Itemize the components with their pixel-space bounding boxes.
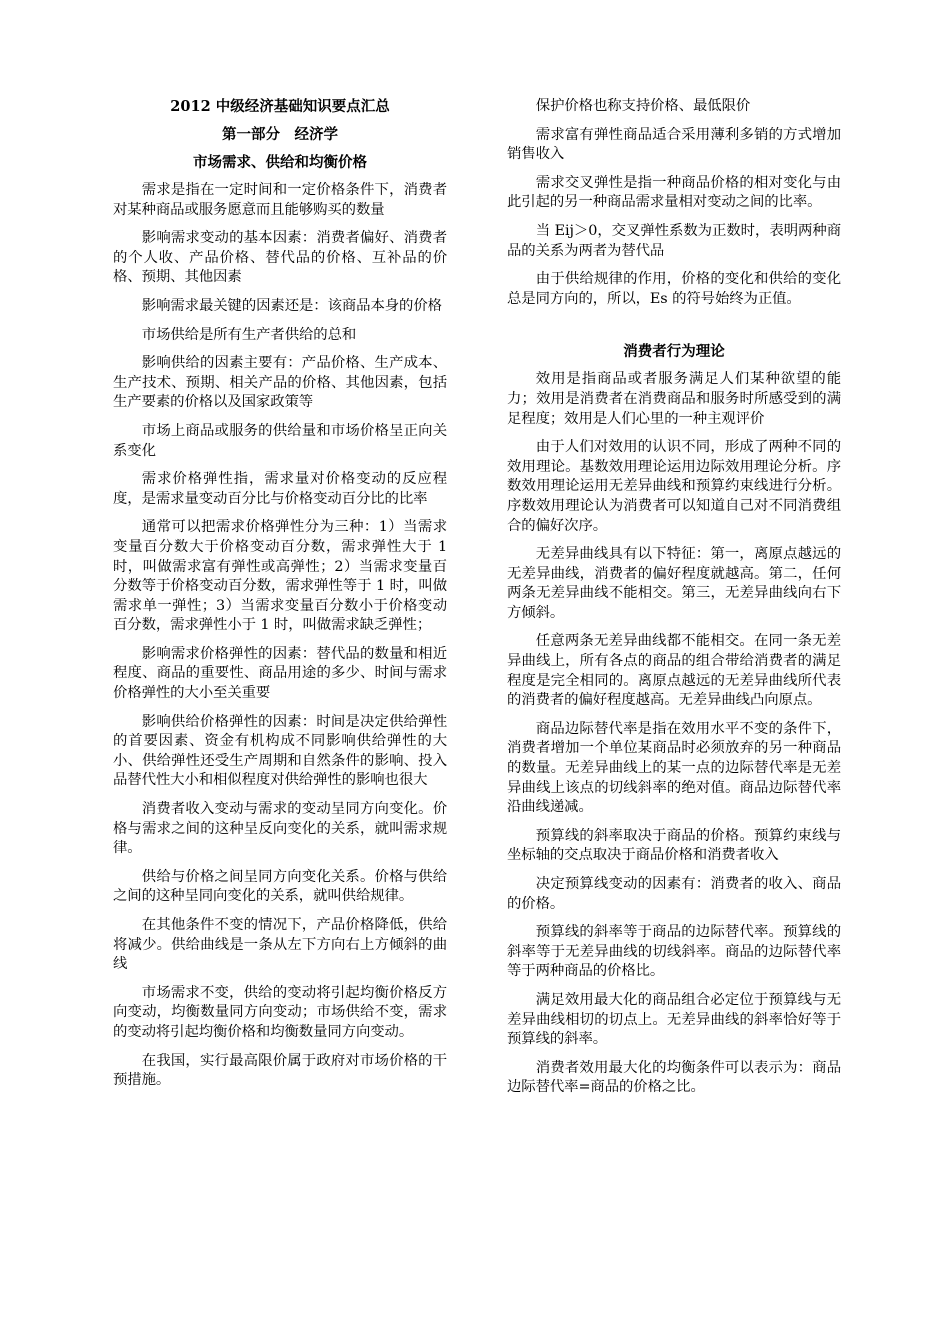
paragraph: 供给与价格之间呈同方向变化关系。价格与供给之间的这种呈同向变化的关系，就叫供给规律。 [113,868,447,905]
paragraph: 无差异曲线具有以下特征：第一，离原点越远的无差异曲线，消费者的偏好程度就越高。第二，任何两条无差异曲线不能相交。第三，无差异曲线向右下方倾斜。 [507,546,841,621]
paragraph: 预算线的斜率取决于商品的价格。预算约束线与坐标轴的交点取决于商品价格和消费者收入 [507,827,841,864]
paragraph: 消费者收入变动与需求的变动呈同方向变化。价格与需求之间的这种呈反向变化的关系，就叫需求规律。 [113,801,447,857]
part-heading: 第一部分 经济学 [222,126,338,143]
paragraph: 市场上商品或服务的供给量和市场价格呈正向关系变化 [113,422,447,459]
paragraph: 效用是指商品或者服务满足人们某种欲望的能力；效用是消费者在消费商品和服务时所感受到的满足程度；效用是人们心里的一种主观评价 [507,371,841,427]
paragraph: 消费者效用最大化的均衡条件可以表示为：商品边际替代率=商品的价格之比。 [507,1059,841,1096]
paragraph: 影响需求最关键的因素还是：该商品本身的价格 [141,297,442,314]
paragraph: 影响需求价格弹性的因素：替代品的数量和相近程度、商品的重要性、商品用途的多少、时间与需求价格弹性的大小至关重要 [113,645,447,702]
paragraph: 需求交叉弹性是指一种商品价格的相对变化与由此引起的另一种商品需求量相对变动之间的比率。 [507,174,841,211]
paragraph: 影响供给价格弹性的因素：时间是决定供给弹性的首要因素、资金有机构成不同影响供给弹性的大小、供给弹性还受生产周期和自然条件的影响、投入品替代性大小和相似程度对供给弹性的影响也很大 [113,713,447,789]
paragraph: 任意两条无差异曲线都不能相交。在同一条无差异曲线上，所有各点的商品的组合带给消费者的满足程度是完全相同的。离原点越远的无差异曲线所代表的消费者的偏好程度越高。无差异曲线凸向原点。 [507,633,841,709]
paragraph: 由于供给规律的作用，价格的变化和供给的变化总是同方向的，所以，Es 的符号始终为正值。 [507,271,841,307]
paragraph: 满足效用最大化的商品组合必定位于预算线与无差异曲线相切的切点上。无差异曲线的斜率恰好等于预算线的斜率。 [507,991,841,1048]
paragraph: 保护价格也称支持价格、最低限价 [535,98,751,114]
paragraph: 在我国，实行最高限价属于政府对市场价格的干预措施。 [113,1052,447,1089]
left-column [113,97,447,1100]
section-heading-market: 市场需求、供给和均衡价格 [193,154,367,171]
paragraph: 需求价格弹性指，需求量对价格变动的反应程度，是需求量变动百分比与价格变动百分比的比率 [113,471,447,507]
right-column [507,97,841,1107]
spacer [507,318,841,342]
paragraph: 在其他条件不变的情况下，产品价格降低，供给将减少。供给曲线是一条从左下方向右上方倾斜的曲线 [113,917,447,973]
paragraph: 市场需求不变，供给的变动将引起均衡价格反方向变动，均衡数量同方向变动；市场供给不变，需求的变动将引起均衡价格和均衡数量同方向变动。 [113,984,447,1040]
paragraph: 影响需求变动的基本因素：消费者偏好、消费者的个人收、产品价格、替代品的价格、互补品的价格、预期、其他因素 [113,230,447,286]
paragraph: 通常可以把需求价格弹性分为三种：1）当需求变量百分数大于价格变动百分数，需求弹性大于 1 时，叫做需求富有弹性或高弹性；2）当需求变量百分数等于价格变动百分数，需求弹性等于 1 时，叫做需求单一弹性；3）当需求变量百分数小于价格变动百分数，需求弹性小于 1 时，叫做需求缺乏弹性； [113,519,447,634]
paragraph: 决定预算线变动的因素有：消费者的收入、商品的价格。 [507,876,841,912]
paragraph: 影响供给的因素主要有：产品价格、生产成本、生产技术、预期、相关产品的价格、其他因素，包括生产要素的价格以及国家政策等 [113,355,447,411]
paragraph: 市场供给是所有生产者供给的总和 [141,326,357,343]
paragraph: 预算线的斜率等于商品的边际替代率。预算线的斜率等于无差异曲线的切线斜率。商品的边际替代率等于两种商品的价格比。 [507,924,841,980]
paragraph: 商品边际替代率是指在效用水平不变的条件下，消费者增加一个单位某商品时必须放弃的另一种商品的数量。无差异曲线上的某一点的边际替代率是无差异曲线上该点的切线斜率的绝对值。商品边际替代率沿曲线递减。 [507,720,841,816]
paragraph: 当 Eij＞0，交叉弹性系数为正数时，表明两种商品的关系为两者为替代品 [507,222,841,259]
paragraph: 需求富有弹性商品适合采用薄利多销的方式增加销售收入 [507,126,841,163]
paragraph: 需求是指在一定时间和一定价格条件下，消费者对某种商品或服务愿意而且能够购买的数量 [113,182,447,218]
document-title: 2012 中级经济基础知识要点汇总 [170,98,390,115]
paragraph: 由于人们对效用的认识不同，形成了两种不同的效用理论。基数效用理论运用边际效用理论分析。序数效用理论运用无差异曲线和预算约束线进行分析。序数效用理论认为消费者可以知道自己对不同消费组合的偏好次序。 [507,439,841,534]
section-heading-consumer: 消费者行为理论 [623,343,725,361]
